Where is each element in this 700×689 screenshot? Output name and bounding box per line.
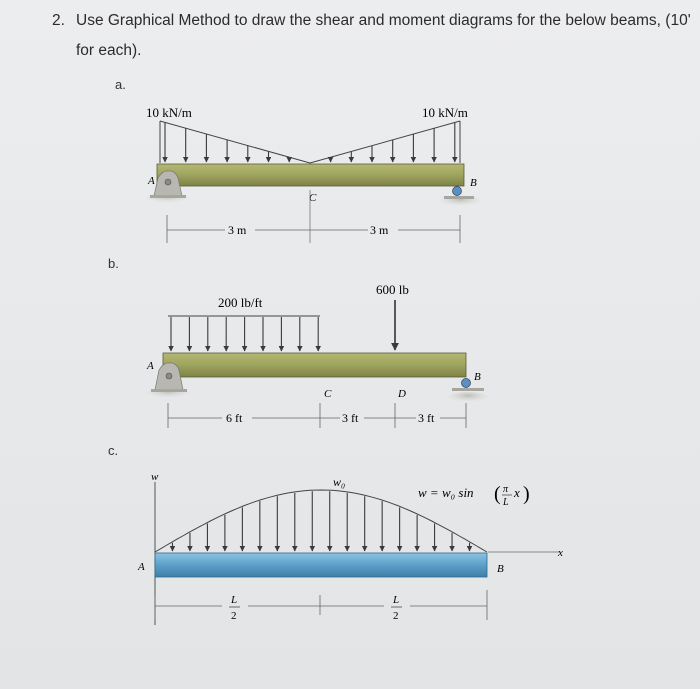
beam-c: [155, 553, 487, 577]
dimension-half-2-c: [391, 594, 402, 622]
beam-b: [163, 353, 466, 377]
peak-load-label-c: w₀: [333, 475, 346, 489]
beam-a: [157, 164, 464, 186]
support-label-b-left: A: [147, 360, 154, 372]
x-axis-label-c: x: [558, 547, 563, 559]
support-label-b-right: B: [474, 371, 481, 383]
support-label-c-right: B: [497, 563, 504, 575]
dimension-a: [167, 215, 460, 243]
dimension-half-1-c: [229, 594, 240, 622]
dimension-2-b: 3 ft: [342, 411, 359, 425]
beam-c-figure: [137, 471, 563, 625]
dimension-1-b: 6 ft: [226, 411, 243, 425]
dimension-half-1-num: L: [231, 594, 238, 606]
dimension-c: [155, 590, 487, 620]
point-c-label-a: C: [309, 192, 317, 204]
support-label-a-left: A: [148, 175, 155, 187]
support-label-c-left: A: [138, 561, 145, 573]
dist-load-label-b: 200 lb/ft: [218, 295, 263, 310]
equation-x: x: [514, 485, 520, 500]
triangular-load-a: [160, 121, 460, 163]
question-text-line2: for each).: [76, 42, 142, 59]
load-label-left-a: 10 kN/m: [146, 105, 192, 120]
dimension-left-a: 3 m: [228, 223, 247, 237]
dimension-3-b: 3 ft: [418, 411, 435, 425]
part-c-label: c.: [108, 443, 119, 458]
equation-c: [418, 483, 530, 508]
roller-support-b-right: [446, 379, 490, 405]
load-arrows-c: [172, 491, 469, 551]
question-number: 2.: [52, 12, 65, 29]
part-b-label: b.: [108, 256, 119, 271]
point-c-label-b: C: [324, 388, 332, 400]
equation-pi: π: [503, 484, 509, 495]
load-label-right-a: 10 kN/m: [422, 105, 468, 120]
dimension-right-a: 3 m: [370, 223, 389, 237]
w-axis-label-c: w: [151, 471, 159, 483]
dimension-half-1-den: 2: [231, 610, 237, 622]
part-a-label: a.: [115, 77, 126, 92]
point-load-label-b: 600 lb: [376, 282, 409, 297]
equation-L: L: [503, 497, 509, 508]
dimension-half-2-den: 2: [393, 610, 399, 622]
beam-b-figure: [146, 282, 490, 428]
equation-paren-open: (: [494, 483, 501, 505]
beam-a-figure: [145, 105, 482, 243]
dimension-half-2-num: L: [393, 594, 400, 606]
point-d-label-b: D: [398, 388, 406, 400]
load-arrows-a: [165, 122, 455, 162]
load-arrows-b: [171, 317, 318, 351]
support-label-a-right: B: [470, 177, 477, 189]
equation-paren-close: ): [523, 483, 530, 505]
roller-support-b: [438, 187, 482, 209]
question-text-line1: Use Graphical Method to draw the shear and moment diagrams for the below beams, (10': [76, 12, 691, 29]
equation-prefix-c: w = w₀ sin: [418, 485, 474, 500]
